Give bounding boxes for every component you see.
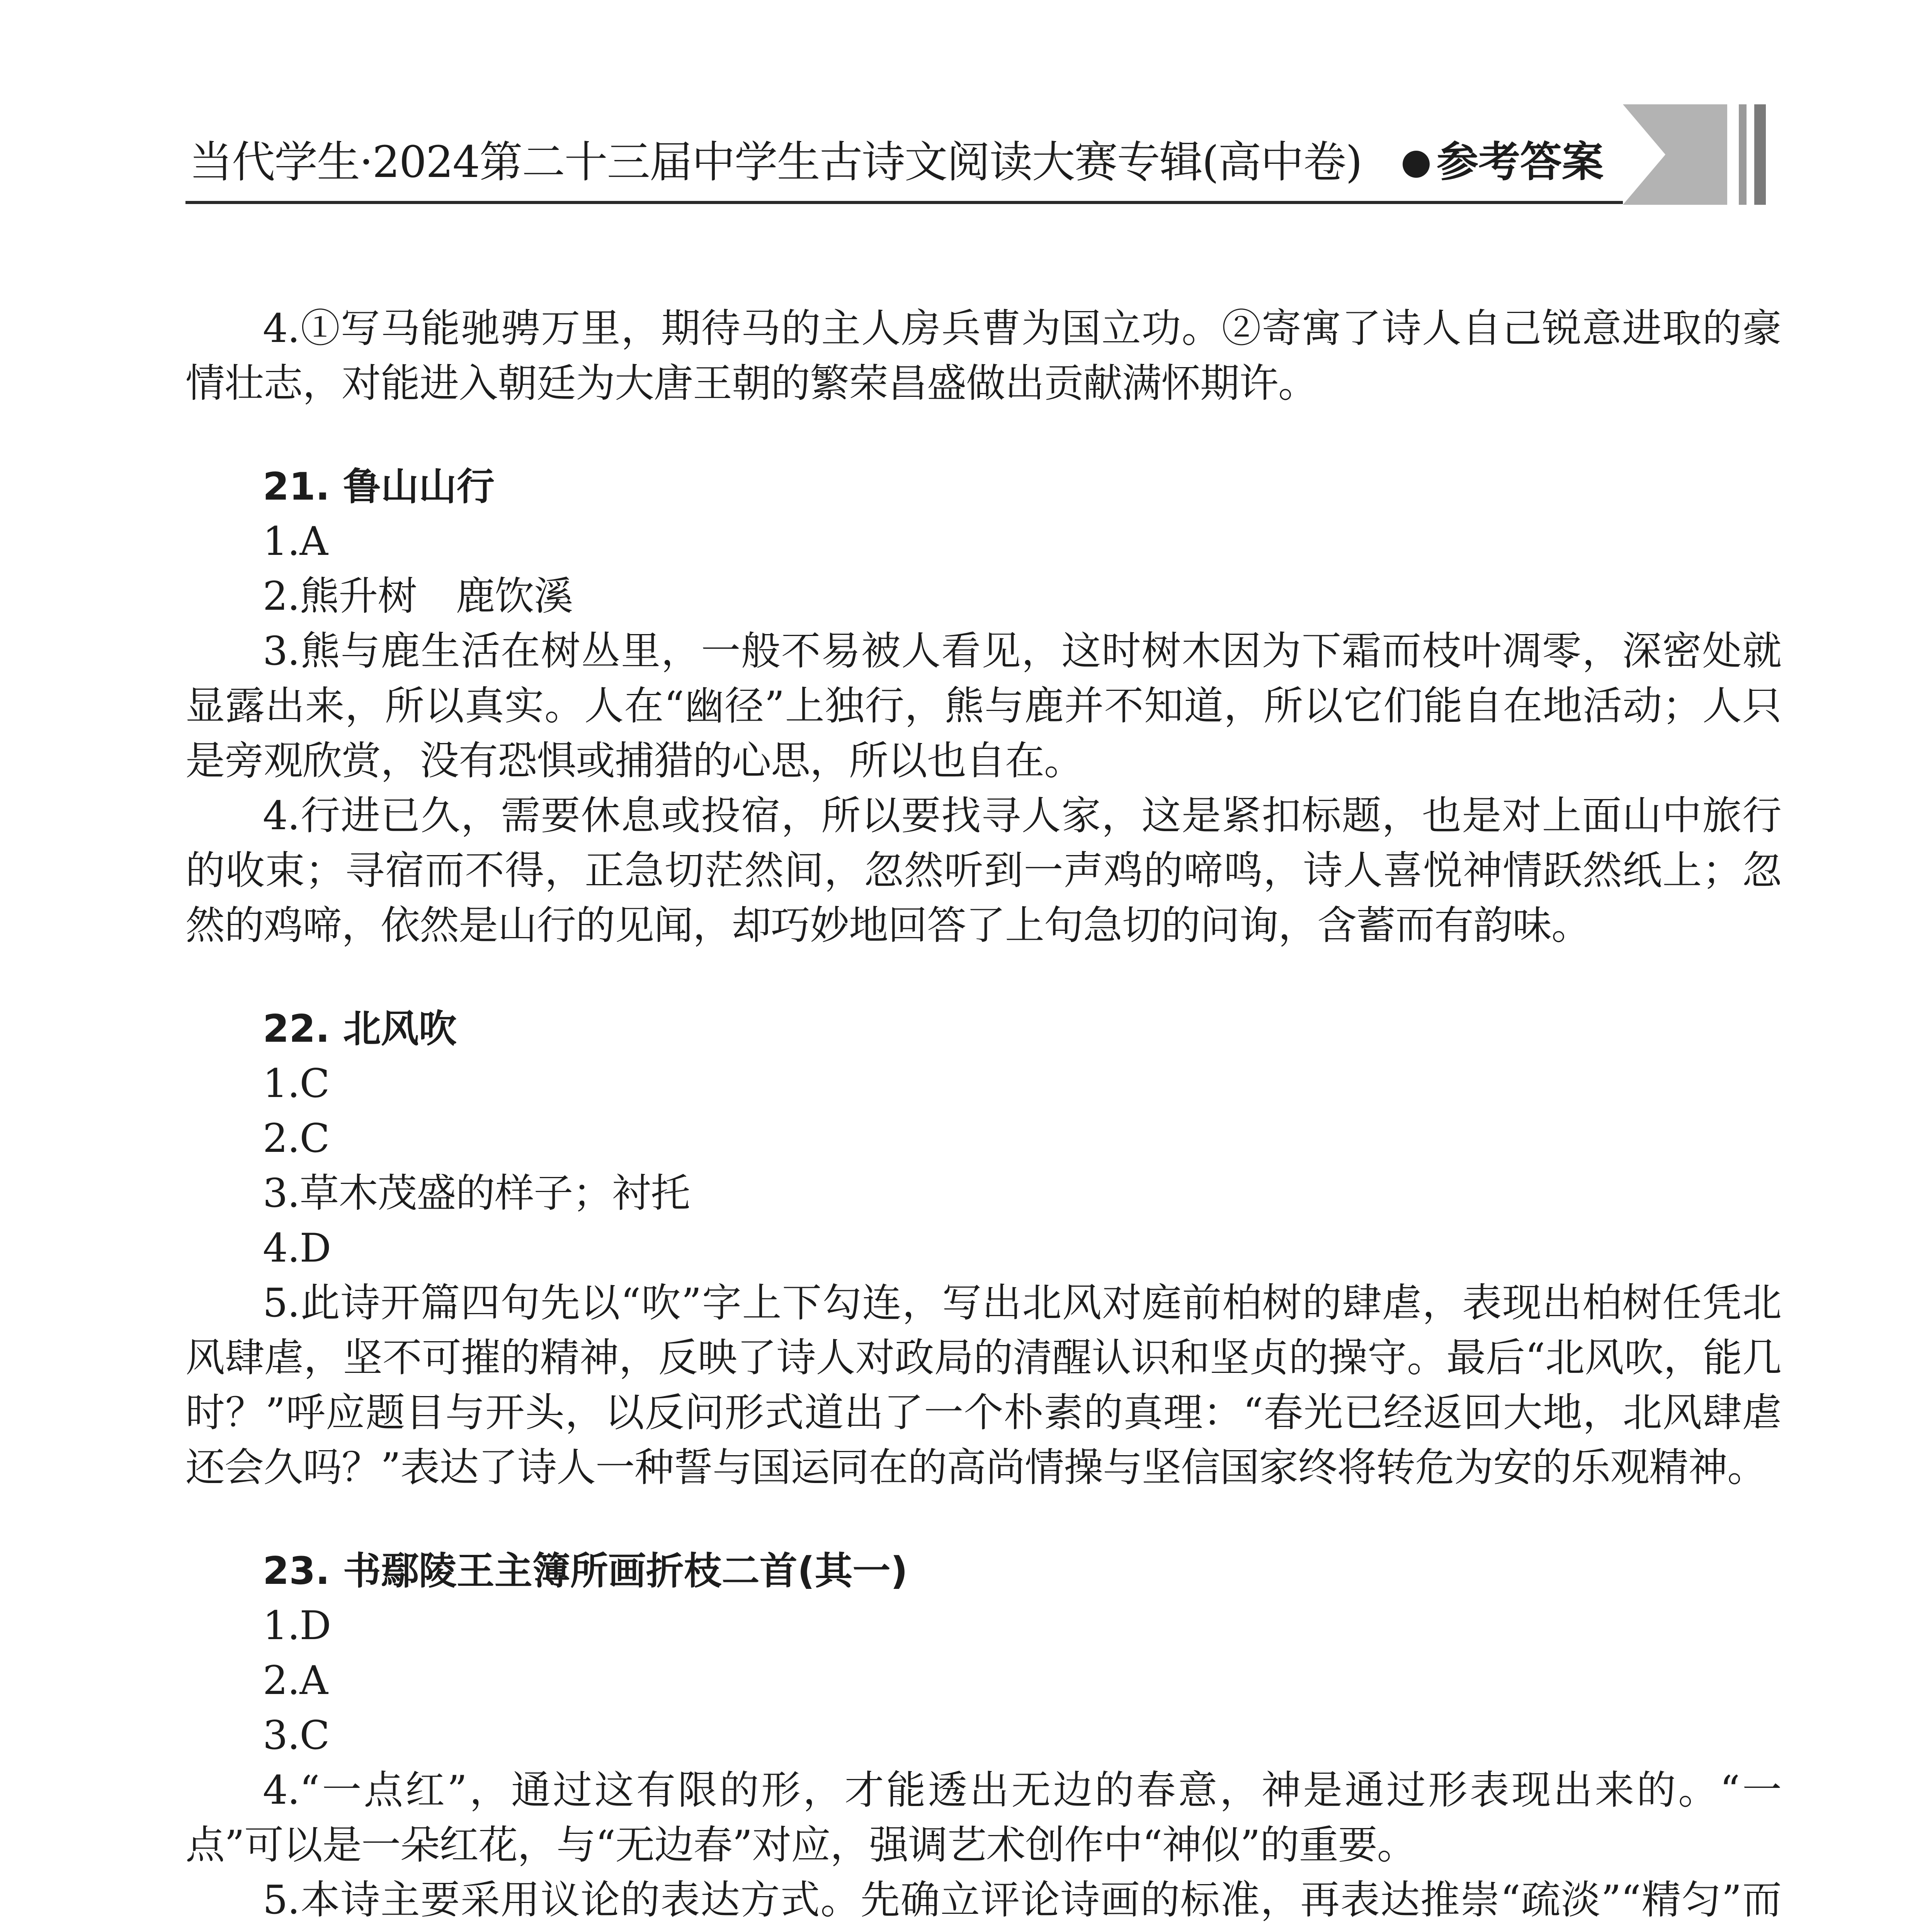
section-title: 22. 北风吹 [263, 1007, 457, 1051]
answer-para: 2.熊升树 鹿饮溪 [263, 573, 573, 619]
header-bar-1 [1739, 104, 1747, 205]
section-22 [185, 1002, 1781, 1495]
bullet-dot [1403, 151, 1430, 178]
answer-para: 1.C [263, 1061, 330, 1107]
answer-para: 2.C [263, 1116, 330, 1162]
answer-para: 2.A [263, 1658, 328, 1704]
header-bar-2 [1754, 104, 1766, 205]
answer-para: 3.草木茂盛的样子；衬托 [263, 1170, 690, 1216]
answer-para: 3.C [263, 1713, 330, 1759]
answer-para: 4.行进已久，需要休息或投宿，所以要找寻人家，这是紧扣标题，也是对上面山中旅行的收束；寻宿而不得，正急切茫然间，忽然听到一声鸡的啼鸣，诗人喜悦神情跃然纸上；忽然的鸡啼，依然是山行的见闻，却巧妙地回答了上句急切的问询，含蓄而有韵味。 [185, 793, 1781, 949]
answer-para: 1.D [263, 1603, 331, 1649]
answer-para: 1.A [263, 519, 328, 565]
section-continued [185, 301, 1781, 411]
page-header [185, 128, 1623, 204]
answer-para: 3.熊与鹿生活在树丛里，一般不易被人看见，这时树木因为下霜而枝叶凋零，深密处就显露出来，所以真实。人在“幽径”上独行，熊与鹿并不知道，所以它们能自在地活动；人只是旁观欣赏，没有恐惧或捕猎的心思，所以也自在。 [185, 628, 1781, 784]
header-arrow-shape [1623, 104, 1727, 205]
answer-para: 4.“一点红”，通过这有限的形，才能透出无边的春意，神是通过形表现出来的。“一点”可以是一朵红花，与“无边春”对应，强调艺术创作中“神似”的重要。 [185, 1767, 1781, 1868]
header-title: 当代学生·2024第二十三届中学生古诗文阅读大赛专辑(高中卷) [189, 137, 1362, 187]
answer-para: 5.此诗开篇四句先以“吹”字上下勾连，写出北风对庭前柏树的肆虐，表现出柏树任凭北风肆虐，坚不可摧的精神，反映了诗人对政局的清醒认识和坚贞的操守。最后“北风吹，能几时？”呼应题目与开头，以反问形式道出了一个朴素的真理：“春光已经返回大地，北风肆虐还会久吗？”表达了诗人一种誓与国运同在的高尚情操与坚信国家终将转危为安的乐观精神。 [185, 1280, 1781, 1491]
answer-label-text: 参考答案 [1437, 138, 1604, 186]
answer-content [185, 301, 1781, 1932]
answer-label [1403, 133, 1604, 191]
section-23 [185, 1544, 1781, 1932]
answer-para: 4.①写马能驰骋万里，期待马的主人房兵曹为国立功。②寄寓了诗人自己锐意进取的豪情壮志，对能进入朝廷为大唐王朝的繁荣昌盛做出贡献满怀期许。 [185, 306, 1781, 406]
section-21 [185, 459, 1781, 953]
answer-para: 5.本诗主要采用议论的表达方式。先确立评论诗画的标准，再表达推崇“疏淡”“精匀”而 [263, 1877, 1781, 1923]
section-title: 23. 书鄢陵王主簿所画折枝二首(其一) [263, 1549, 908, 1593]
header-decoration [1623, 104, 1785, 205]
answer-para: 4.D [263, 1225, 331, 1271]
section-title: 21. 鲁山山行 [263, 465, 495, 509]
